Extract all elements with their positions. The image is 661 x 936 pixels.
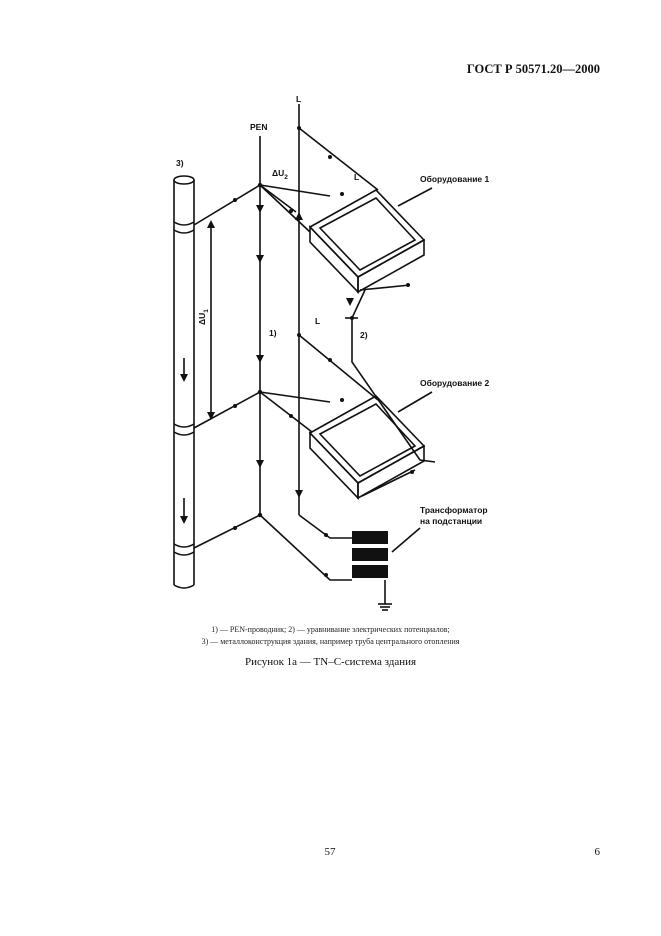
figure-caption: Рисунок 1а — TN–C-система здания (244, 656, 417, 668)
label-bonding-marker: 2) (360, 330, 368, 340)
note-line-1: 1) — PEN-проводник; 2) — уравнивание электрических потенциалов; (211, 625, 450, 634)
page-number: 57 (324, 846, 336, 858)
sheet-number: 6 (594, 846, 600, 858)
equipment-2-box (310, 396, 424, 498)
current-direction-arrow-icon (180, 205, 354, 524)
label-phase-eq1: L (354, 172, 360, 182)
label-phase-mid: L (315, 316, 321, 326)
label-transformer-line2: на подстанции (420, 516, 483, 526)
transformer-windings (352, 531, 388, 578)
figure-notes (100, 624, 561, 648)
label-transformer-line1: Трансформатор (420, 505, 488, 515)
label-equipment-2: Оборудование 2 (420, 378, 490, 388)
equipment-1-box (310, 190, 424, 292)
equipotential-bonding (352, 290, 435, 462)
label-structure-marker: 3) (176, 158, 184, 168)
label-delta-u1: $\Delta U_1$ (197, 309, 210, 325)
label-pen-marker: 1) (269, 328, 277, 338)
label-phase-top: L (296, 94, 302, 104)
note-line-2: 3) — металлоконструкция здания, например труба центрального отопления (201, 637, 460, 646)
label-equipment-1: Оборудование 1 (420, 174, 490, 184)
label-pen: PEN (250, 122, 268, 132)
label-delta-u2: $\Delta U_2$ (272, 168, 288, 181)
standard-header: ГОСТ Р 50571.20—2000 (466, 62, 600, 76)
